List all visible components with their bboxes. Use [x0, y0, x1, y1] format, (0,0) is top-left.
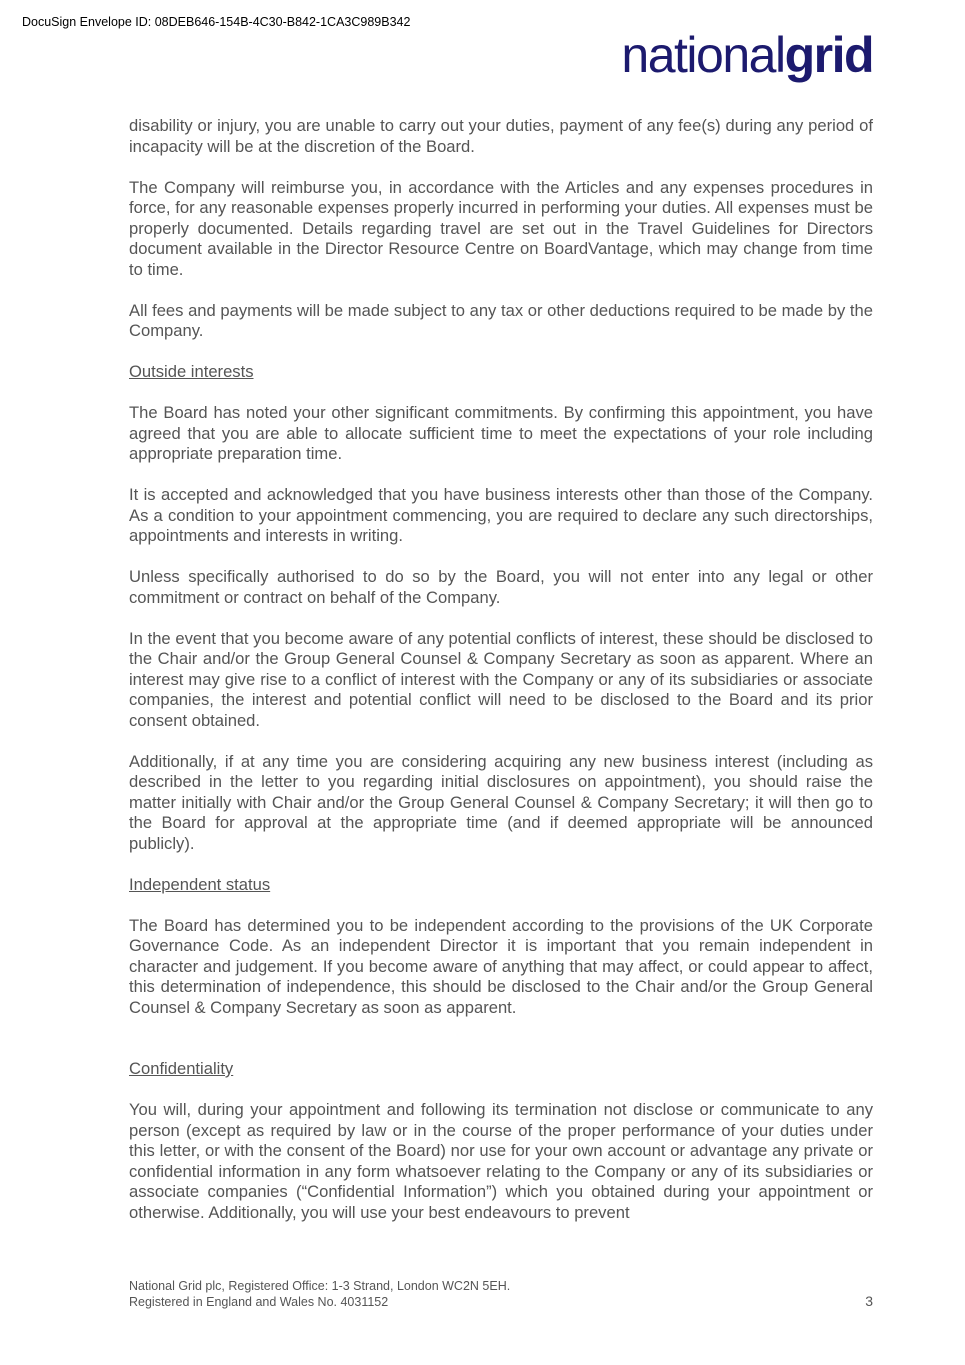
docusign-envelope-id: DocuSign Envelope ID: 08DEB646-154B-4C30-B842-1CA3C989B342 [22, 15, 411, 29]
paragraph-independence: The Board has determined you to be independent according to the provisions of the UK Corporate Governance Code. As an independent Director it is important that you remain independent in character and judgement. If you become aware of anything that may affect, or could appear to affect, this determination of independence, this should be disclosed to the Chair and/or the Group General Counsel & Company Secretary as soon as apparent. [129, 915, 873, 1017]
national-grid-logo [621, 27, 873, 83]
paragraph-new-interests: Additionally, if at any time you are considering acquiring any new business interest (including as described in the letter to you regarding initial disclosures on appointment), you should raise the matter initially with Chair and/or the Group General Counsel & Company Secretary; it will then go to the Board for approval at the appropriate time (and if deemed appropriate will be announced publicly). [129, 751, 873, 853]
heading-outside-interests: Outside interests [129, 362, 254, 381]
paragraph-incapacity: disability or injury, you are unable to carry out your duties, payment of any fee(s) during any period of incapacity will be at the discretion of the Board. [129, 116, 873, 156]
paragraph-business-interests: It is accepted and acknowledged that you have business interests other than those of the Company. As a condition to your appointment commencing, you are required to declare any such directorships, appointments and interests in writing. [129, 485, 873, 545]
footer-registration-line: Registered in England and Wales No. 4031152 [129, 1294, 389, 1309]
logo-text-grid: grid [784, 27, 873, 83]
paragraph-tax: All fees and payments will be made subject to any tax or other deductions required to be made by the Company. [129, 300, 873, 340]
paragraph-authorisation: Unless specifically authorised to do so by the Board, you will not enter into any legal or other commitment or contract on behalf of the Company. [129, 567, 873, 607]
paragraph-conflicts: In the event that you become aware of any potential conflicts of interest, these should be disclosed to the Chair and/or the Group General Counsel & Company Secretary as soon as apparent. Where an interest may give rise to a conflict of interest with the Company or any of its subsidiaries or associate companies, the interest and potential conflict will need to be disclosed to the Board and its prior consent obtained. [129, 628, 873, 730]
footer-registration [129, 1279, 510, 1310]
paragraph-expenses: The Company will reimburse you, in accordance with the Articles and any expenses procedures in force, for any reasonable expenses properly incurred in performing your duties. All expenses must be properly documented. Details regarding travel are set out in the Travel Guidelines for Directors document available in the Director Resource Centre on BoardVantage, which may change from time to time. [129, 177, 873, 279]
logo-text-national: national [621, 27, 785, 83]
paragraph-confidential-information: You will, during your appointment and following its termination not disclose or communicate to any person (except as required by law or in the course of the proper performance of your duties under this letter, or with the consent of the Board) nor use for your own account or advantage any private or confidential information in any form whatsoever relating to the Company or any of its subsidiaries or associate companies (“Confidential Information”) which you obtained during your appointment or otherwise. Additionally, you will use your best endeavours to prevent [129, 1100, 873, 1222]
footer-office-line: National Grid plc, Registered Office: 1-3 Strand, London WC2N 5EH. [129, 1279, 511, 1293]
page-number: 3 [865, 1293, 873, 1309]
heading-independent-status: Independent status [129, 874, 271, 894]
heading-confidentiality: Confidentiality [129, 1059, 234, 1078]
paragraph-commitments: The Board has noted your other significant commitments. By confirming this appointment, you have agreed that you are able to allocate sufficient time to meet the expectations of your role including appropriate preparation time. [129, 403, 873, 463]
letter-body [129, 116, 873, 1244]
